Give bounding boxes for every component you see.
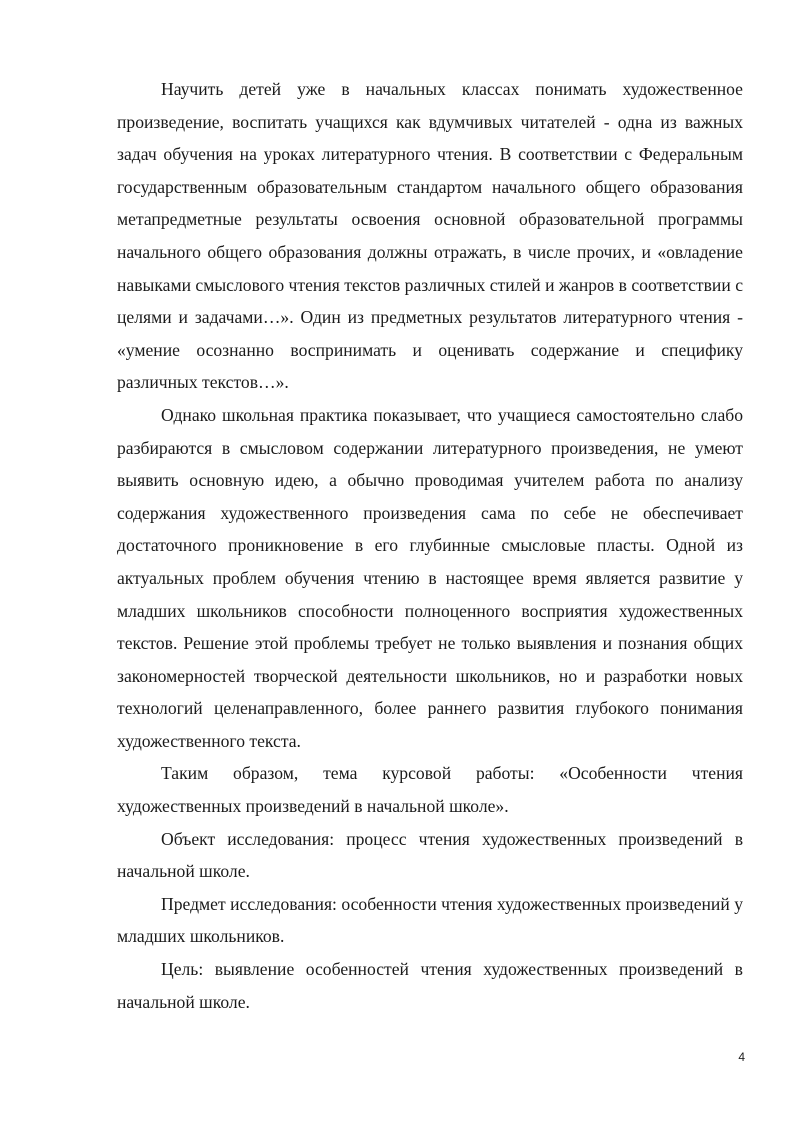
- paragraph-goal: Цель: выявление особенностей чтения художественных произведений в начальной школе.: [117, 959, 743, 1012]
- paragraph-topic: Таким образом, тема курсовой работы: «Особенности чтения художественных произведений в начальной школе».: [117, 763, 743, 817]
- paragraph-introduction: Научить детей уже в начальных классах понимать художественное произведение, воспитать учащихся как вдумчивых читателей - одна из важных задач обучения на уроках литературного чтения. В соответствии с Федеральным государственным образовательным стандартом начального общего образования метапредметные результаты освоения основной образовательной программы начального общего образования должны отражать, в числе прочих, и «овладение навыками смыслового чтения текстов различных стилей и жанров в соответствии с целями и задачами…». Один из предметных результатов литературного чтения - «умение осознанно воспринимать и оценивать содержание и специфику различных текстов…».: [117, 79, 743, 393]
- paragraph-problem: Однако школьная практика показывает, что учащиеся самостоятельно слабо разбираются в смысловом содержании литературного произведения, не умеют выявить основную идею, а обычно проводимая учителем работа по анализу содержания художественного произведения сама по себе не обеспечивает достаточного проникновение в его глубинные смысловые пласты. Одной из актуальных проблем обучения чтению в настоящее время является развитие у младших школьников способности полноценного восприятия художественных текстов. Решение этой проблемы требует не только выявления и познания общих закономерностей творческой деятельности школьников, но и разработки новых технологий целенаправленного, более раннего развития глубокого понимания художественного текста.: [117, 404, 743, 751]
- paragraph-research-subject: Предмет исследования: особенности чтения художественных произведений у младших школьников.: [117, 893, 743, 947]
- paragraph-research-object: Объект исследования: процесс чтения художественных произведений в начальной школе.: [117, 828, 743, 882]
- body-text: [117, 73, 743, 1018]
- page-number: 4: [738, 1050, 745, 1064]
